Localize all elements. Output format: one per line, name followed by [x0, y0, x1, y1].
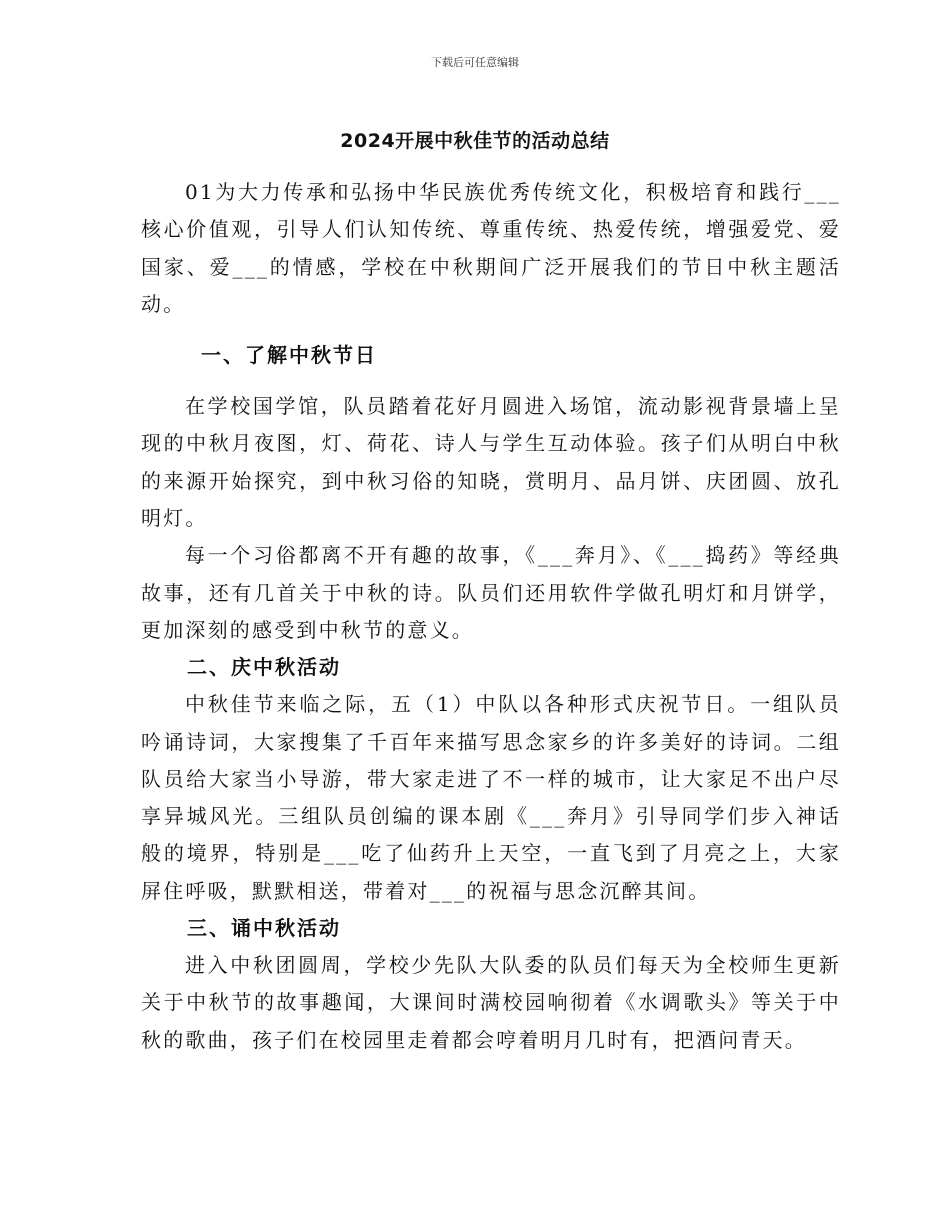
document-title: 2024开展中秋佳节的活动总结	[340, 130, 610, 152]
section-2-paragraph-1: 中秋佳节来临之际，五（1）中队以各种形式庆祝节日。一组队员吟诵诗词，大家搜集了千百年来描写思念家乡的许多美好的诗词。二组队员给大家当小导游，带大家走进了不一样的城市，让大家足不出户尽享异城风光。三组队员创编的课本剧《___奔月》引导同学们步入神话般的境界，特别是___吃了仙药升上天空，一直飞到了月亮之上，大家屏住呼吸，默默相送，带着对___的祝福与思念沉醉其间。	[141, 692, 841, 903]
section-heading-1: 一、了解中秋节日	[201, 343, 377, 368]
section-1-paragraph-2: 每一个习俗都离不开有趣的故事，《___奔月》、《___捣药》等经典故事，还有几首关于中秋的诗。队员们还用软件学做孔明灯和月饼学，更加深刻的感受到中秋节的意义。	[141, 543, 841, 642]
intro-paragraph: 01为大力传承和弘扬中华民族优秀传统文化，积极培育和践行___核心价值观，引导人们认知传统、尊重传统、热爱传统，增强爱党、爱国家、爱___的情感，学校在中秋期间广泛开展我们的节日中秋主题活动。	[141, 180, 841, 316]
document-body	[141, 174, 841, 1059]
header-note: 下载后可任意编辑	[431, 56, 519, 69]
section-3-paragraph-1: 进入中秋团圆周，学校少先队大队委的队员们每天为全校师生更新关于中秋节的故事趣闻，大课间时满校园响彻着《水调歌头》等关于中秋的歌曲，孩子们在校园里走着都会哼着明月几时有，把酒问青天。	[141, 953, 841, 1052]
section-1-paragraph-1: 在学校国学馆，队员踏着花好月圆进入场馆，流动影视背景墙上呈现的中秋月夜图，灯、荷花、诗人与学生互动体验。孩子们从明白中秋的来源开始探究，到中秋习俗的知晓，赏明月、品月饼、庆团圆、放孔明灯。	[141, 394, 841, 531]
section-heading-2: 二、庆中秋活动	[187, 655, 341, 680]
section-heading-3: 三、诵中秋活动	[187, 916, 341, 941]
